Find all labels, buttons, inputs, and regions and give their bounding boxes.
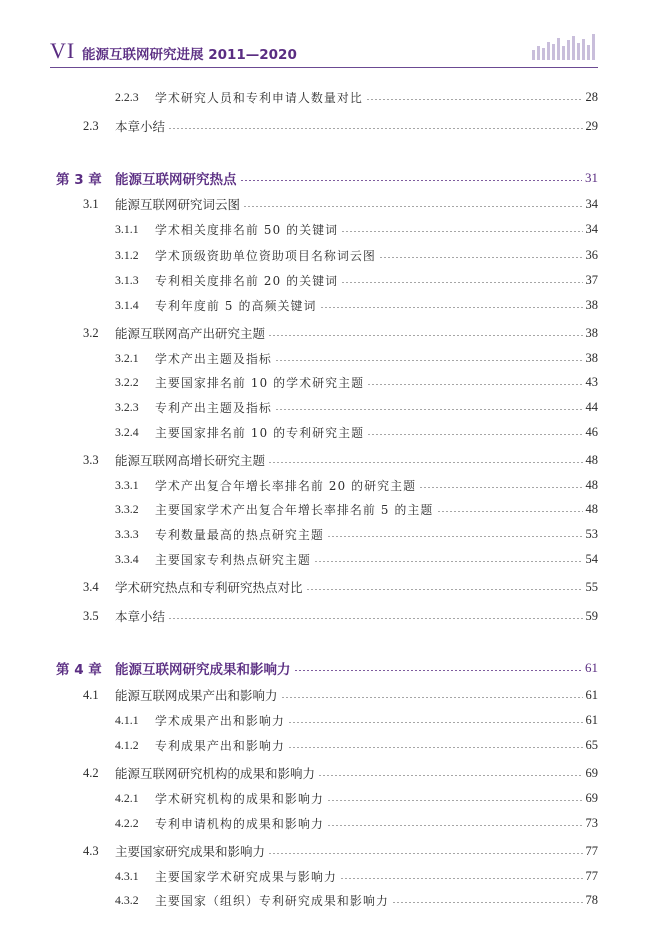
toc-title: 专利年度前 5 的高频关键词 [155,298,317,313]
toc-page-number: 38 [585,325,598,340]
dot-leader [275,409,583,410]
toc-page-number: 37 [585,272,598,287]
toc-subsection [115,397,598,417]
dot-leader [275,360,583,361]
dot-leader [327,536,583,537]
toc-title: 能源互联网研究热点 [115,172,237,188]
toc-number: 4.3.1 [115,868,139,883]
toc-title: 学术相关度排名前 50 的关键词 [155,222,339,237]
toc-page-number: 38 [585,297,598,312]
toc-page-number: 77 [585,843,598,858]
dot-leader [240,180,583,181]
toc-title: 能源互联网研究成果和影响力 [115,662,291,678]
dot-leader [306,589,583,590]
dot-leader [281,697,583,698]
dot-leader [327,800,583,801]
toc-page-number: 77 [585,868,598,883]
toc-section [83,450,598,470]
toc-title: 能源互联网高增长研究主题 [115,453,266,468]
toc-title: 专利成果产出和影响力 [155,738,285,753]
toc-number: 3.2.1 [115,350,139,365]
toc-number: 3.5 [83,608,99,623]
toc-number: 3.2.2 [115,374,139,389]
toc-subsection [115,348,598,368]
toc-title: 能源互联网成果产出和影响力 [115,688,278,703]
toc-page-number: 31 [585,170,598,185]
toc-number: 3.1.3 [115,272,139,287]
toc-page-number: 78 [585,892,598,907]
toc-page-number: 61 [585,687,598,702]
dot-leader [366,99,583,100]
toc-title: 主要国家（组织）专利研究成果和影响力 [155,893,389,908]
toc-number: 4.3.2 [115,892,139,907]
toc-page-number: 48 [585,452,598,467]
toc-page-number: 65 [585,737,598,752]
toc-title: 主要国家专利热点研究主题 [155,552,311,567]
toc-page-number: 69 [585,790,598,805]
toc-section [83,323,598,343]
toc-page-number: 43 [585,374,598,389]
toc-number: 4.2 [83,765,99,780]
toc-number: 4.1 [83,687,99,702]
toc-page-number: 59 [585,608,598,623]
toc-number: 3.3.1 [115,477,139,492]
toc-number: 第 3 章 [56,172,102,188]
dot-leader [243,206,582,207]
dot-leader [268,853,582,854]
toc-page-number: 44 [585,399,598,414]
toc-subsection [115,890,598,910]
toc-subsection [115,87,598,107]
dot-leader [419,487,582,488]
dot-leader [288,747,583,748]
toc-title: 专利相关度排名前 20 的关键词 [155,273,339,288]
dot-leader [168,128,582,129]
toc-page-number: 69 [585,765,598,780]
dot-leader [367,384,582,385]
dot-leader [392,902,583,903]
toc-title: 能源互联网高产出研究主题 [115,326,266,341]
toc-page-number: 54 [585,551,598,566]
toc-section [83,606,598,626]
toc-title: 主要国家研究成果和影响力 [115,844,266,859]
dot-leader [294,670,583,671]
toc-section [83,577,598,597]
dot-leader [268,335,582,336]
toc-title: 能源互联网研究机构的成果和影响力 [115,766,316,781]
toc-section [83,841,598,861]
toc-number: 4.1.1 [115,712,139,727]
toc-title: 学术产出主题及指标 [155,351,272,366]
toc-page-number: 73 [585,815,598,830]
toc-number: 3.3.4 [115,551,139,566]
toc-title: 专利产出主题及指标 [155,400,272,415]
toc-page-number: 48 [585,501,598,516]
toc-page-number: 61 [585,712,598,727]
dot-leader [314,561,583,562]
toc-title: 能源互联网研究词云图 [115,197,241,212]
toc-number: 3.1.1 [115,221,139,236]
dot-leader [318,775,582,776]
toc-section [83,763,598,783]
toc-number: 4.1.2 [115,737,139,752]
toc-number: 3.2 [83,325,99,340]
toc-page-number: 34 [585,221,598,236]
toc-title: 专利数量最高的热点研究主题 [155,527,324,542]
toc-number: 3.1.4 [115,297,139,312]
toc-title: 本章小结 [115,609,166,624]
toc-subsection [115,372,598,392]
toc-page-number: 38 [585,350,598,365]
toc-title: 学术产出复合年增长率排名前 20 的研究主题 [155,478,417,493]
dot-leader [327,825,583,826]
toc-subsection [115,524,598,544]
toc-title: 本章小结 [115,119,166,134]
toc-page-number: 55 [585,579,598,594]
toc-chapter [56,168,598,188]
toc-number: 2.3 [83,118,99,133]
toc-subsection [115,295,598,315]
toc-page-number: 29 [585,118,598,133]
toc-page-number: 34 [585,196,598,211]
toc-number: 3.3.2 [115,501,139,516]
dot-leader [379,257,583,258]
toc-subsection [115,245,598,265]
toc-number: 3.1 [83,196,99,211]
dot-leader [341,282,582,283]
toc-subsection [115,788,598,808]
toc-title: 学术成果产出和影响力 [155,713,285,728]
dot-leader [268,462,582,463]
toc-page-number: 46 [585,424,598,439]
toc-title: 主要国家学术研究成果与影响力 [155,869,337,884]
dot-leader [341,231,582,232]
toc-number: 4.2.1 [115,790,139,805]
toc-number: 3.1.2 [115,247,139,262]
toc-number: 4.2.2 [115,815,139,830]
dot-leader [168,618,582,619]
toc-section [83,685,598,705]
toc-page-number: 36 [585,247,598,262]
toc-subsection [115,710,598,730]
toc-subsection [115,270,598,290]
toc-title: 主要国家学术产出复合年增长率排名前 5 的主题 [155,502,434,517]
dot-leader [340,878,583,879]
toc-number: 3.2.4 [115,424,139,439]
toc-subsection [115,499,598,519]
toc-subsection [115,219,598,239]
dot-leader [320,307,583,308]
toc-title: 主要国家排名前 10 的专利研究主题 [155,425,365,440]
toc-title: 学术研究人员和专利申请人数量对比 [155,90,363,105]
toc-number: 3.4 [83,579,99,594]
toc-number: 3.3 [83,452,99,467]
toc-page-number: 28 [585,89,598,104]
toc-section [83,194,598,214]
toc-number: 3.3.3 [115,526,139,541]
toc-subsection [115,422,598,442]
toc-subsection [115,549,598,569]
toc-title: 学术顶级资助单位资助项目名称词云图 [155,248,376,263]
toc-subsection [115,866,598,886]
toc-page-number: 61 [585,660,598,675]
toc-subsection [115,813,598,833]
toc-title: 专利申请机构的成果和影响力 [155,816,324,831]
dot-leader [437,511,583,512]
toc-subsection [115,735,598,755]
toc-section [83,116,598,136]
toc-number: 2.2.3 [115,89,139,104]
toc-number: 4.3 [83,843,99,858]
toc-title: 主要国家排名前 10 的学术研究主题 [155,375,365,390]
book-title: 能源互联网研究进展 2011—2020 [82,47,297,63]
toc-title: 学术研究机构的成果和影响力 [155,791,324,806]
dot-leader [367,434,582,435]
toc-chapter [56,658,598,678]
dot-leader [288,722,583,723]
toc-page-number: 48 [585,477,598,492]
toc-number: 第 4 章 [56,662,102,678]
page-number-roman: VI [50,38,76,63]
toc-number: 3.2.3 [115,399,139,414]
toc-title: 学术研究热点和专利研究热点对比 [115,580,303,595]
toc-subsection [115,475,598,495]
toc-page-number: 53 [585,526,598,541]
